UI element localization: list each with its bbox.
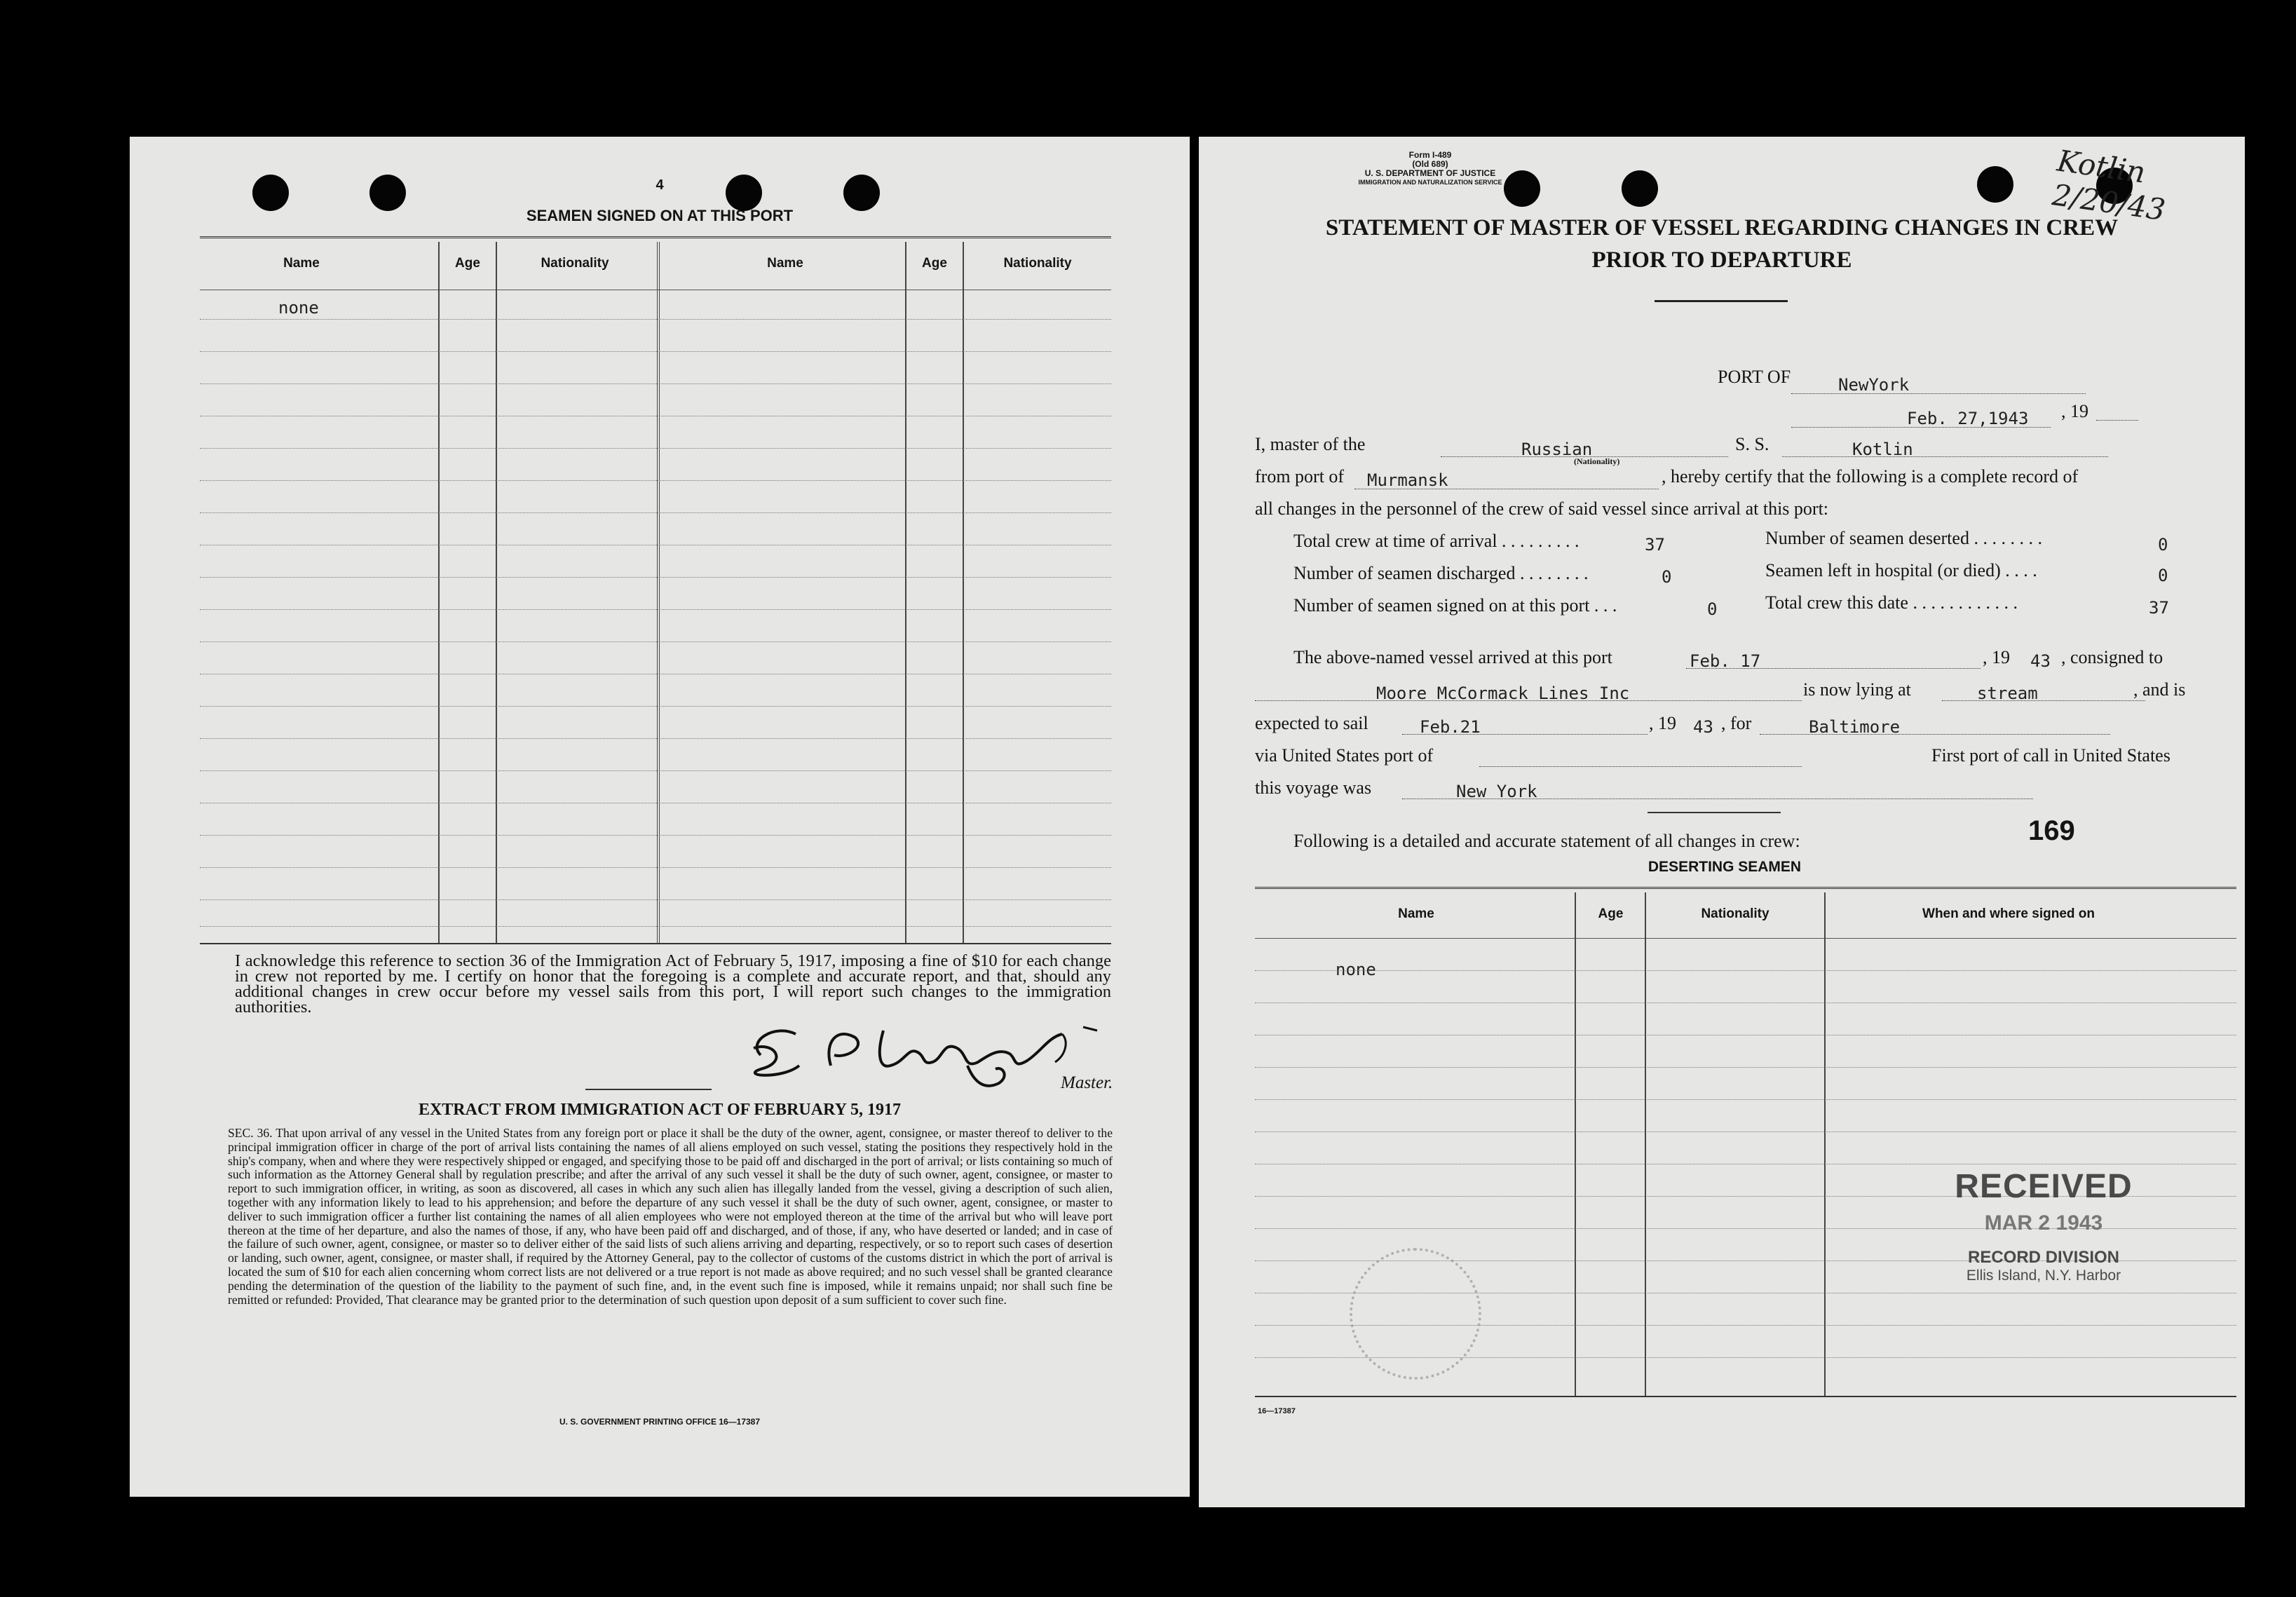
expected-label: expected to sail: [1255, 713, 1368, 733]
for-field: Baltimore: [1809, 717, 1901, 737]
table-top-rule: [1255, 887, 2236, 889]
underline: [1942, 700, 2145, 701]
ss-label: S. S.: [1735, 434, 1769, 454]
column-divider: [1645, 892, 1646, 1396]
table-row: [200, 512, 1111, 513]
acknowledgement-text: I acknowledge this reference to section 36 of the Immigration Act of February 5, 1917, imposing a fine of $10 for each change in crew not reported by me. I certify on honor that the foregoing is a complete and accurate report, and that, should any additional changes in crew occur before my vessel sails from this port, I will report such changes to the immigration authorities.: [235, 951, 1111, 1017]
underline: [1791, 427, 2051, 428]
column-divider: [905, 242, 906, 943]
underline: [1479, 766, 1802, 767]
table-row: [200, 738, 1111, 739]
underline: [1402, 798, 2033, 799]
date-field: Feb. 27,1943: [1907, 409, 2029, 428]
divider-rule: [1648, 812, 1781, 813]
deserted-label: Number of seamen deserted . . . . . . . .: [1765, 528, 2042, 548]
extract-text: SEC. 36. That upon arrival of any vessel in the United States from any foreign port or place it shall be the duty of the owner, agent, consignee, or master thereof to deliver to the principal immigration officer in charge of the port of arrival lists containing the names of all aliens employed on such vessel, stating the positions they respectively hold in the ship's company, when and where they were respectively shipped or engaged, and specifying those to be paid off and discharged in the port of arrival; or lists containing so much of such information as the Attorney General shall by regulation prescribe; and after the arrival of any such vessel it shall be the duty of such owner, agent, consignee, or master to report to such immigration officer, in writing, as soon as discovered, all cases in which any such alien has illegally landed from the vessel, giving a description of such alien, together with any information likely to lead to his apprehension; and before the departure of any such vessel it shall be the duty of such owner, agent, consignee, or master to deliver to such immigration officer a further list containing the names of all alien employees who were not employed thereon at the time of the arrival but who will leave port thereon at the time of her departure, and also the names of those, if any, who have been paid off and discharged, and of those, if any, who have deserted or landed; and in case of the failure of such owner, agent, consignee, or master so to deliver either of the said lists of such aliens arriving and departing, respectively, or so to report such cases of desertion or landing, such owner, agent, consignee, or master shall, if required by the Attorney General, pay to the collector of customs of the customs district in which the port of arrival is located the sum of $10 for each alien concerning whom correct lists are not delivered or a true report is not made as above required; and no such vessel shall be granted clearance pending the determination of the question of the liability to the payment of such fine, and, in the event such fine is imposed, while it remains unpaid; nor shall such fine be remitted or refunded: Provided, That clearance may be granted prior to the determination of such question upon deposit of a sum sufficient to cover such fine.: [228, 1126, 1113, 1307]
table-header-rule: [1255, 938, 2236, 939]
master-label: Master.: [1061, 1073, 1113, 1092]
voyage-field: New York: [1456, 782, 1537, 801]
total-date-label: Total crew this date . . . . . . . . . . . .: [1765, 592, 2018, 613]
table-row: [200, 706, 1111, 707]
from-port-field: Murmansk: [1367, 470, 1448, 490]
table-row: [200, 609, 1111, 610]
underline: [1441, 456, 1728, 457]
table-row: [1255, 1099, 2236, 1100]
for-label: , for: [1721, 713, 1752, 733]
table-row: [200, 926, 1111, 927]
handwritten-note: Kotlin 2/20/43: [2050, 143, 2168, 228]
received-stamp: [1917, 1167, 2170, 1284]
page-number: 4: [655, 177, 664, 193]
table-row: [200, 351, 1111, 352]
table-row: [1255, 1067, 2236, 1068]
port-label: PORT OF: [1718, 367, 1791, 387]
voyage-label: this voyage was: [1255, 777, 1372, 798]
received-line2: Ellis Island, N.Y. Harbor: [1966, 1268, 2121, 1284]
lying-label: is now lying at: [1803, 679, 1911, 700]
column-header: Name: [283, 256, 320, 271]
underline: [1402, 734, 1648, 735]
form-header: [1332, 151, 1528, 187]
table-cell-name: none: [278, 298, 319, 318]
left-page: [130, 137, 1190, 1497]
deserting-title: DESERTING SEAMEN: [1648, 859, 1802, 875]
expected-year-prefix: , 19: [1649, 713, 1676, 733]
stamp-number: 169: [2028, 815, 2075, 846]
underline: [1255, 700, 1802, 701]
hospital-label: Seamen left in hospital (or died) . . . .: [1765, 560, 2037, 580]
punch-hole: [1977, 166, 2013, 203]
column-header: When and where signed on: [1922, 906, 2095, 921]
table-cell-name: none: [1336, 960, 1376, 979]
signed-on-field: 0: [1707, 599, 1718, 619]
arrived-year-prefix: , 19: [1983, 647, 2010, 667]
nationality-caption: (Nationality): [1574, 456, 1620, 466]
total-arrival-label: Total crew at time of arrival . . . . . . . . .: [1293, 531, 1580, 551]
arrived-label: The above-named vessel arrived at this port: [1293, 647, 1612, 667]
via-label: via United States port of: [1255, 745, 1434, 766]
table-row: [200, 319, 1111, 320]
table-bottom-rule: [1255, 1396, 2236, 1397]
table-row: [200, 577, 1111, 578]
column-header: Name: [1398, 906, 1434, 921]
table-row: [200, 835, 1111, 836]
nationality-field: Russian: [1521, 440, 1593, 459]
discharged-field: 0: [1662, 567, 1672, 587]
total-arrival-field: 37: [1645, 535, 1665, 555]
form-title-line2: PRIOR TO DEPARTURE: [1591, 247, 1852, 273]
service: IMMIGRATION AND NATURALIZATION SERVICE: [1358, 179, 1502, 186]
column-header: Nationality: [1003, 256, 1072, 271]
column-divider: [496, 242, 497, 943]
column-header: Age: [922, 256, 947, 271]
table-row: [200, 383, 1111, 384]
right-page: [1199, 137, 2245, 1507]
lying-field: stream: [1977, 684, 2038, 703]
table-row: [200, 867, 1111, 868]
following-label: Following is a detailed and accurate statement of all changes in crew:: [1293, 831, 1800, 851]
punch-hole: [1622, 170, 1658, 207]
arrived-year-field: 43: [2030, 651, 2051, 671]
port-field: NewYork: [1838, 375, 1910, 395]
form-footer: 16—17387: [1258, 1407, 1296, 1415]
total-date-field: 37: [2149, 598, 2169, 618]
column-header: Age: [1598, 906, 1624, 921]
date-suffix: , 19: [2061, 401, 2088, 421]
title-rule: [1655, 300, 1788, 302]
hospital-field: 0: [2158, 566, 2168, 585]
discharged-label: Number of seamen discharged . . . . . . . .: [1293, 563, 1589, 583]
table-row: [200, 480, 1111, 481]
all-changes-text: all changes in the personnel of the crew of said vessel since arrival at this port:: [1255, 498, 1829, 519]
printing-office-footer: U. S. GOVERNMENT PRINTING OFFICE 16—17387: [559, 1417, 761, 1427]
section-title: SEAMEN SIGNED ON AT THIS PORT: [526, 207, 794, 224]
underline: [1782, 456, 2108, 457]
form-number: Form I-489: [1408, 150, 1452, 160]
column-header: Nationality: [1701, 906, 1769, 921]
first-port-label: First port of call in United States: [1931, 745, 2171, 766]
arrived-field: Feb. 17: [1690, 651, 1761, 671]
underline: [1686, 668, 1981, 669]
received-line1: RECORD DIVISION: [1967, 1248, 2120, 1267]
table-bottom-rule: [200, 943, 1111, 944]
column-divider: [657, 242, 660, 943]
underline: [1791, 393, 2086, 394]
table-row: [200, 770, 1111, 771]
table-row: [200, 641, 1111, 642]
from-port-label: from port of: [1255, 466, 1345, 487]
underline: [2096, 420, 2138, 421]
form-old: (Old 689): [1412, 159, 1448, 169]
form-title-line1: STATEMENT OF MASTER OF VESSEL REGARDING CHANGES IN CREW: [1325, 215, 2119, 240]
column-header: Name: [767, 256, 803, 271]
column-header: Nationality: [541, 256, 609, 271]
divider-rule: [585, 1089, 712, 1090]
ship-name-field: Kotlin: [1852, 440, 1913, 459]
seal-icon: [1350, 1248, 1481, 1380]
underline: [1760, 734, 2110, 735]
received-title: RECEIVED: [1955, 1168, 2133, 1205]
signed-on-label: Number of seamen signed on at this port . . .: [1293, 595, 1617, 616]
table-row: [200, 899, 1111, 900]
table-row: [200, 448, 1111, 449]
column-header: Age: [455, 256, 480, 271]
certify-text: , hereby certify that the following is a complete record of: [1662, 466, 2079, 487]
expected-field: Feb.21: [1420, 717, 1481, 737]
deserted-field: 0: [2158, 535, 2168, 555]
received-date: MAR 2 1943: [1984, 1211, 2103, 1235]
column-divider: [438, 242, 440, 943]
column-divider: [1575, 892, 1576, 1396]
and-is-text: , and is: [2133, 679, 2186, 700]
extract-title: EXTRACT FROM IMMIGRATION ACT OF FEBRUARY 5, 1917: [418, 1101, 902, 1119]
table-top-rule: [200, 236, 1111, 238]
column-divider: [963, 242, 964, 943]
consignee-field: Moore McCormack Lines Inc: [1376, 684, 1630, 703]
column-divider: [1824, 892, 1826, 1396]
consigned-label: , consigned to: [2061, 647, 2163, 667]
department: U. S. DEPARTMENT OF JUSTICE: [1364, 168, 1496, 178]
table-row: [1255, 970, 2236, 971]
expected-year-field: 43: [1693, 717, 1713, 737]
master-of-label: I, master of the: [1255, 434, 1366, 454]
